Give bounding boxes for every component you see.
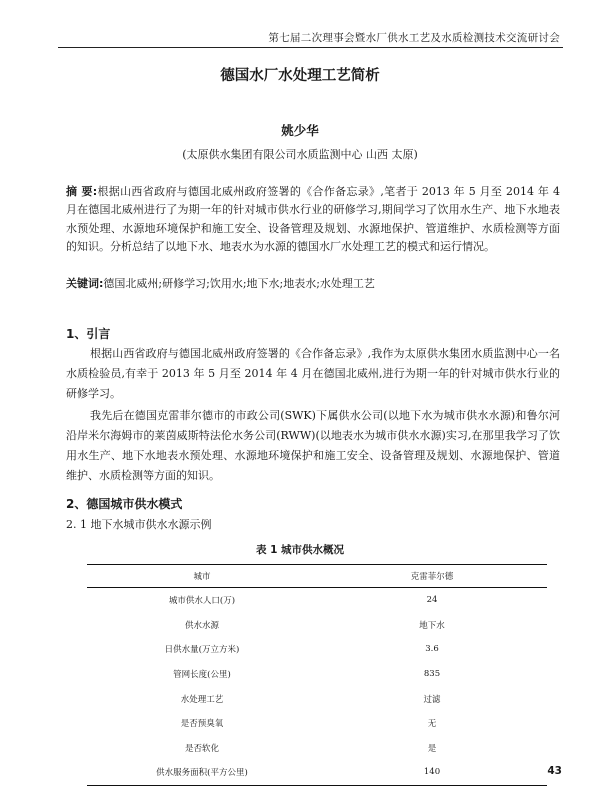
keywords <box>66 275 560 293</box>
table-cell: 是否预臭氧 <box>180 719 224 730</box>
table-row <box>87 736 547 761</box>
table-row <box>87 686 547 711</box>
keywords-text: 德国北威州;研修学习;饮用水;地下水;地表水;水处理工艺 <box>103 277 375 290</box>
table-row <box>87 588 547 613</box>
table-cell: 城市供水人口(万) <box>168 596 236 607</box>
section-2-1-heading: 2. 1 地下水城市供水水源示例 <box>66 518 212 531</box>
table-cell: 3.6 <box>425 644 439 655</box>
table-cell: 835 <box>423 669 441 680</box>
keywords-label: 关键词: <box>66 277 104 290</box>
table-row <box>87 662 547 687</box>
water-supply-table <box>87 564 547 786</box>
article-title: 德国水厂水处理工艺简析 <box>220 68 380 84</box>
table-cell: 管网长度(公里) <box>173 670 231 681</box>
table-cell: 日供水量(万立方米) <box>164 645 240 656</box>
section-1-paragraph-2: 我先后在德国克雷菲尔德市的市政公司(SWK)下属供水公司(以地下水为城市供水水源)和鲁尔河沿岸米尔海姆市的莱茵威斯特法伦水务公司(RWW)(以地表水为城市供水水源)实习,在那里我学习了饮用水生产、地下水地表水预处理、水源地环境保护和施工安全、设备管理及规划、水源地保护、管道维护、水质检测等方面的知识。 <box>66 409 560 482</box>
table-cell: 水处理工艺 <box>180 694 224 705</box>
table-cell: 供水水源 <box>184 620 219 631</box>
table-header-cell: 城市 <box>87 565 317 588</box>
table-row <box>87 613 547 638</box>
table-row <box>87 711 547 736</box>
table-cell: 是 <box>427 743 437 754</box>
table-cell: 24 <box>426 595 438 606</box>
table-row <box>87 637 547 662</box>
section-1-heading: 1、引言 <box>66 327 111 341</box>
section-2-heading: 2、德国城市供水模式 <box>66 497 183 511</box>
abstract <box>66 183 560 257</box>
table-header-row <box>87 565 547 588</box>
table-cell: 无 <box>427 719 437 730</box>
page-number: 43 <box>547 765 562 777</box>
author-affiliation: (太原供水集团有限公司水质监测中心 山西 太原) <box>182 148 418 161</box>
table-cell: 是否软化 <box>184 743 219 754</box>
table-caption: 表 1 城市供水概况 <box>255 544 345 556</box>
table-row <box>87 760 547 785</box>
abstract-text: 根据山西省政府与德国北威州政府签署的《合作备忘录》,笔者于 2013 年 5 月至 2014 年 4 月在德国北威州进行了为期一年的针对城市供水行业的研修学习,期间学习了饮用水生产、地下水地表水预处理、水源地环境保护和施工安全、设备管理及规划、水源地保护、管道维护、水质检测等方面的知识。分析总结了以地下水、地表水为水源的德国水厂水处理工艺的模式和运行情况。 <box>66 185 560 254</box>
header-rule <box>58 47 563 48</box>
table-cell: 地下水 <box>419 620 445 631</box>
author-name: 姚少华 <box>281 123 319 138</box>
table-cell: 供水服务面积(平方公里) <box>87 760 317 785</box>
table-header-cell: 克雷菲尔德 <box>317 565 547 588</box>
abstract-label: 摘 要: <box>66 185 98 198</box>
table-cell: 140 <box>317 760 547 785</box>
section-1-paragraph-1: 根据山西省政府与德国北威州政府签署的《合作备忘录》,我作为太原供水集团水质监测中心一名水质检验员,有幸于 2013 年 5 月至 2014 年 4 月在德国北威州,进行为期一年的针对城市供水行业的研修学习。 <box>66 347 560 400</box>
table-cell: 过滤 <box>423 694 441 705</box>
running-head: 第七届二次理事会暨水厂供水工艺及水质检测技术交流研讨会 <box>268 32 560 44</box>
